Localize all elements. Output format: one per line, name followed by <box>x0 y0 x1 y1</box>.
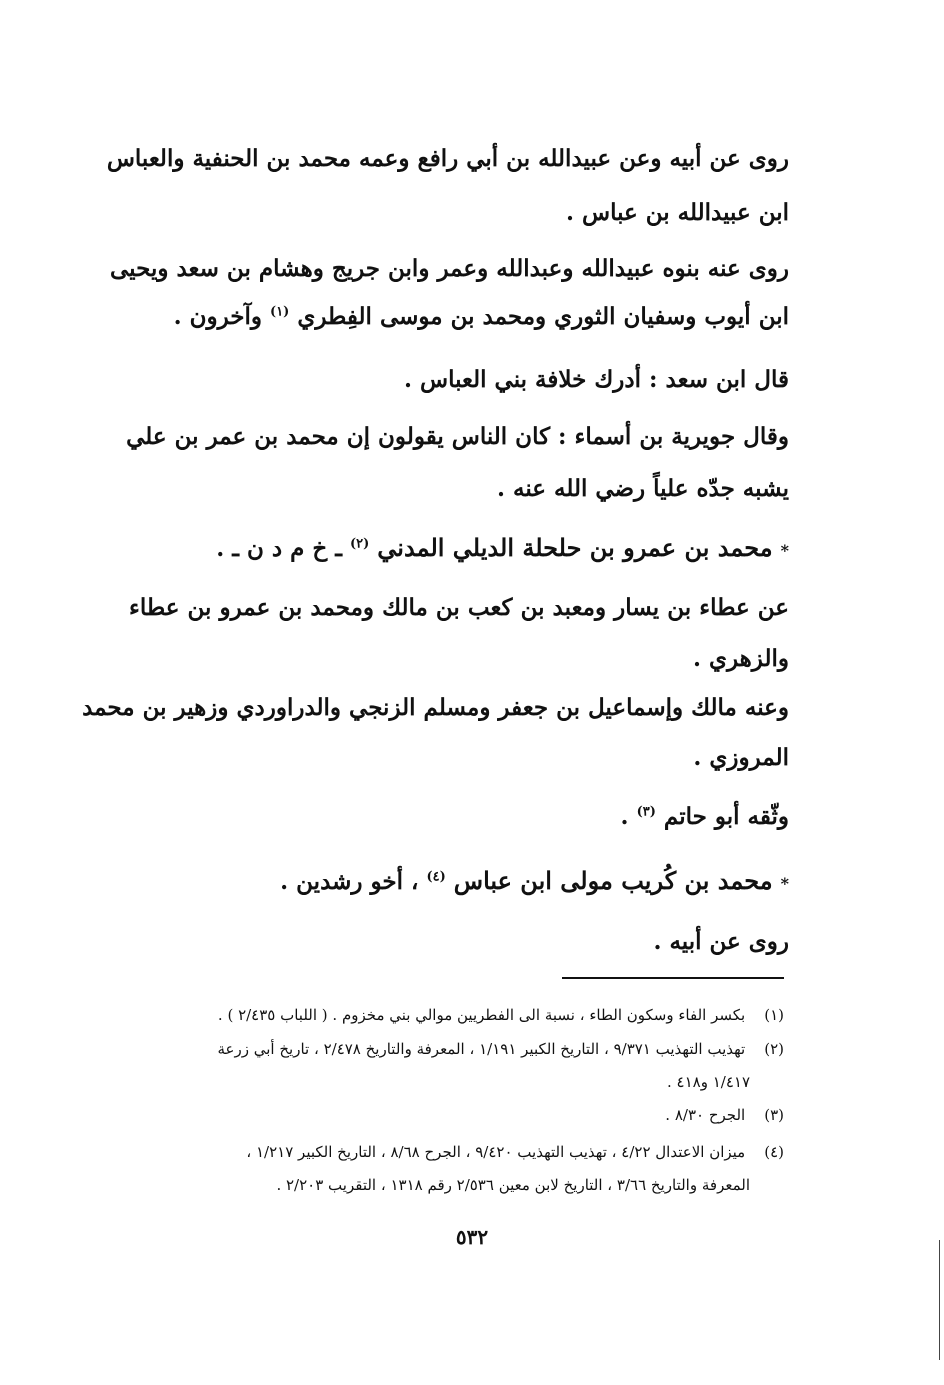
body-text: وثّقه أبو حاتم <box>663 803 789 830</box>
entry-star: * <box>780 874 789 893</box>
footnote-continuation: ١/٤١٧ و٤١٨ . <box>666 1073 750 1091</box>
footnote-number: (١) <box>764 1006 784 1024</box>
footnote-continuation: المعرفة والتاريخ ٣/٦٦ ، التاريخ لابن معين ٢/٥٣٦ رقم ١٣١٨ ، التقريب ٢/٢٠٣ . <box>276 1176 750 1194</box>
footnote-text: ميزان الاعتدال ٤/٢٢ ، تهذيب التهذيب ٩/٤٢٠ ، الجرح ٨/٦٨ ، التاريخ الكبير ١/٢١٧ ، <box>246 1143 746 1161</box>
entry-star: * <box>780 541 789 560</box>
footnote <box>124 1106 784 1124</box>
footnote-number: (٣) <box>764 1106 784 1124</box>
footnote-text: بكسر الفاء وسكون الطاء ، نسبة الى الفطريين موالي بني مخزوم . ( اللباب ٢/٤٣٥ ) . <box>217 1006 746 1024</box>
footnote-ref: (٢) <box>349 536 370 552</box>
body-line: وعنه مالك وإسماعيل بن جعفر ومسلم الزنجي والدراوردي وزهير بن محمد <box>82 694 789 721</box>
body-line: المروزي . <box>693 744 789 771</box>
footnote-text: تهذيب التهذيب ٩/٣٧١ ، التاريخ الكبير ١/١٩١ ، المعرفة والتاريخ ٢/٤٧٨ ، تاريخ أبي زرعة <box>217 1040 746 1058</box>
body-line: يشبه جدّه علياً رضي الله عنه . <box>496 475 789 502</box>
footnote <box>124 1040 784 1058</box>
footnote-text: الجرح ٨/٣٠ . <box>665 1106 746 1124</box>
footnote-number: (٢) <box>764 1040 784 1058</box>
body-line: عن عطاء بن يسار ومعبد بن كعب بن مالك ومحمد بن عمرو بن عطاء <box>129 594 789 621</box>
body-text: وآخرون . <box>173 303 263 330</box>
page-number: ٥٣٢ <box>455 1225 489 1249</box>
entry-heading <box>280 866 789 895</box>
body-line: وقال جويرية بن أسماء : كان الناس يقولون إن محمد بن عمر بن علي <box>126 423 789 450</box>
scan-edge-line <box>939 1240 940 1360</box>
entry-name: محمد بن عمرو بن حلحلة الديلي المدني <box>377 533 773 562</box>
body-text: . <box>620 803 629 830</box>
body-line: روى عن أبيه وعن عبيدالله بن أبي رافع وعمه محمد بن الحنفية والعباس <box>106 145 789 172</box>
entry-heading <box>216 533 789 562</box>
body-text: ابن أيوب وسفيان الثوري ومحمد بن موسى الفِطري <box>297 303 789 330</box>
body-line: روى عنه بنوه عبيدالله وعبدالله وعمر وابن جريج وهشام بن سعد ويحيى <box>110 255 789 282</box>
footnote <box>124 1143 784 1161</box>
footnote-ref: (٤) <box>426 869 446 885</box>
body-line: قال ابن سعد : أدرك خلافة بني العباس . <box>403 366 789 393</box>
body-line <box>174 303 789 330</box>
footnote-ref: (١) <box>270 304 290 320</box>
footnote-number: (٤) <box>764 1143 784 1161</box>
entry-name: محمد بن كُريب مولى ابن عباس <box>453 866 773 895</box>
body-line: والزهري . <box>692 645 789 672</box>
body-line: روى عن أبيه . <box>653 928 789 955</box>
body-line <box>621 803 789 830</box>
entry-sigla: ـ خ م د ن ـ . <box>216 535 342 562</box>
entry-tail: ، أخو رشدين . <box>280 868 419 895</box>
footnote <box>124 1006 784 1024</box>
footnote-ref: (٣) <box>636 804 656 820</box>
footnote-separator <box>562 977 784 979</box>
body-line: ابن عبيدالله بن عباس . <box>565 199 789 226</box>
